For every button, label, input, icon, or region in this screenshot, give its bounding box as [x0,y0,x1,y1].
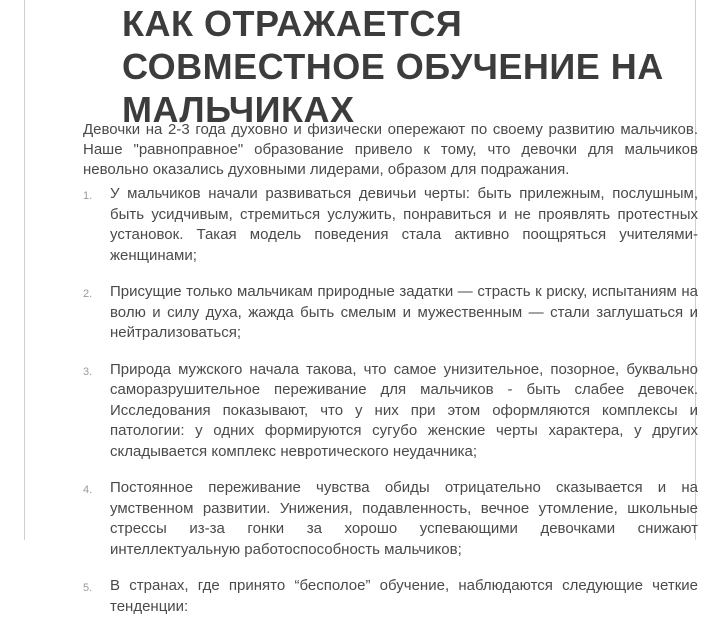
list-item-number: 2. [83,288,93,300]
list-item-text: В странах, где принято “бесполое” обучение, наблюдаются следующие четкие тенденции: [110,577,698,615]
list-item [83,184,698,266]
list-item [83,576,698,617]
list-item-text: Постоянное переживание чувства обиды отрицательно сказывается и на умственном развитии. Унижения, подавленность, вечное утомление, школьные стрессы из-за гонки за хорошо успевающими девочками снижают интеллектуальную работоспособность мальчиков; [110,479,698,558]
title-line: СОВМЕСТНОЕ ОБУЧЕНИЕ НА [122,46,664,87]
list-item [83,478,698,560]
title-line: МАЛЬЧИКАХ [122,89,355,130]
numbered-list [83,184,698,633]
list-item-text: У мальчиков начали развиваться девичьи черты: быть прилежным, послушным, быть усидчивым, стремиться услужить, понравиться и не проявлять протестных установок. Такая модель поведения стала активно поощряться учителями-женщинами; [110,185,698,264]
list-item-number: 4. [83,484,93,496]
list-item [83,360,698,463]
intro-paragraph: Девочки на 2-3 года духовно и физически опережают по своему развитию мальчиков. Наше "равноправное" образование привело к тому, что девочки для мальчиков невольно оказались духовными лидерами, образом для подражания. [83,121,698,178]
title-line: КАК ОТРАЖАЕТСЯ [122,3,463,44]
list-item-text: Природа мужского начала такова, что самое унизительное, позорное, буквально саморазрушительное переживание для мальчиков - быть слабее девочек. Исследования показывают, что у них при этом оформляются комплексы и патологии: у одних формируются сугубо женские черты характера, у других складывается комплекс невротического неудачника; [110,360,698,460]
list-item-text: Присущие только мальчикам природные задатки — страсть к риску, испытаниям на волю и силу духа, жажда быть смелым и мужественным — стали заглушаться и нейтрализоваться; [110,283,698,341]
slide-title [122,2,712,131]
list-item-number: 5. [83,582,93,594]
list-item-number: 1. [83,190,93,202]
list-item [83,282,698,344]
list-item-number: 3. [83,365,93,378]
